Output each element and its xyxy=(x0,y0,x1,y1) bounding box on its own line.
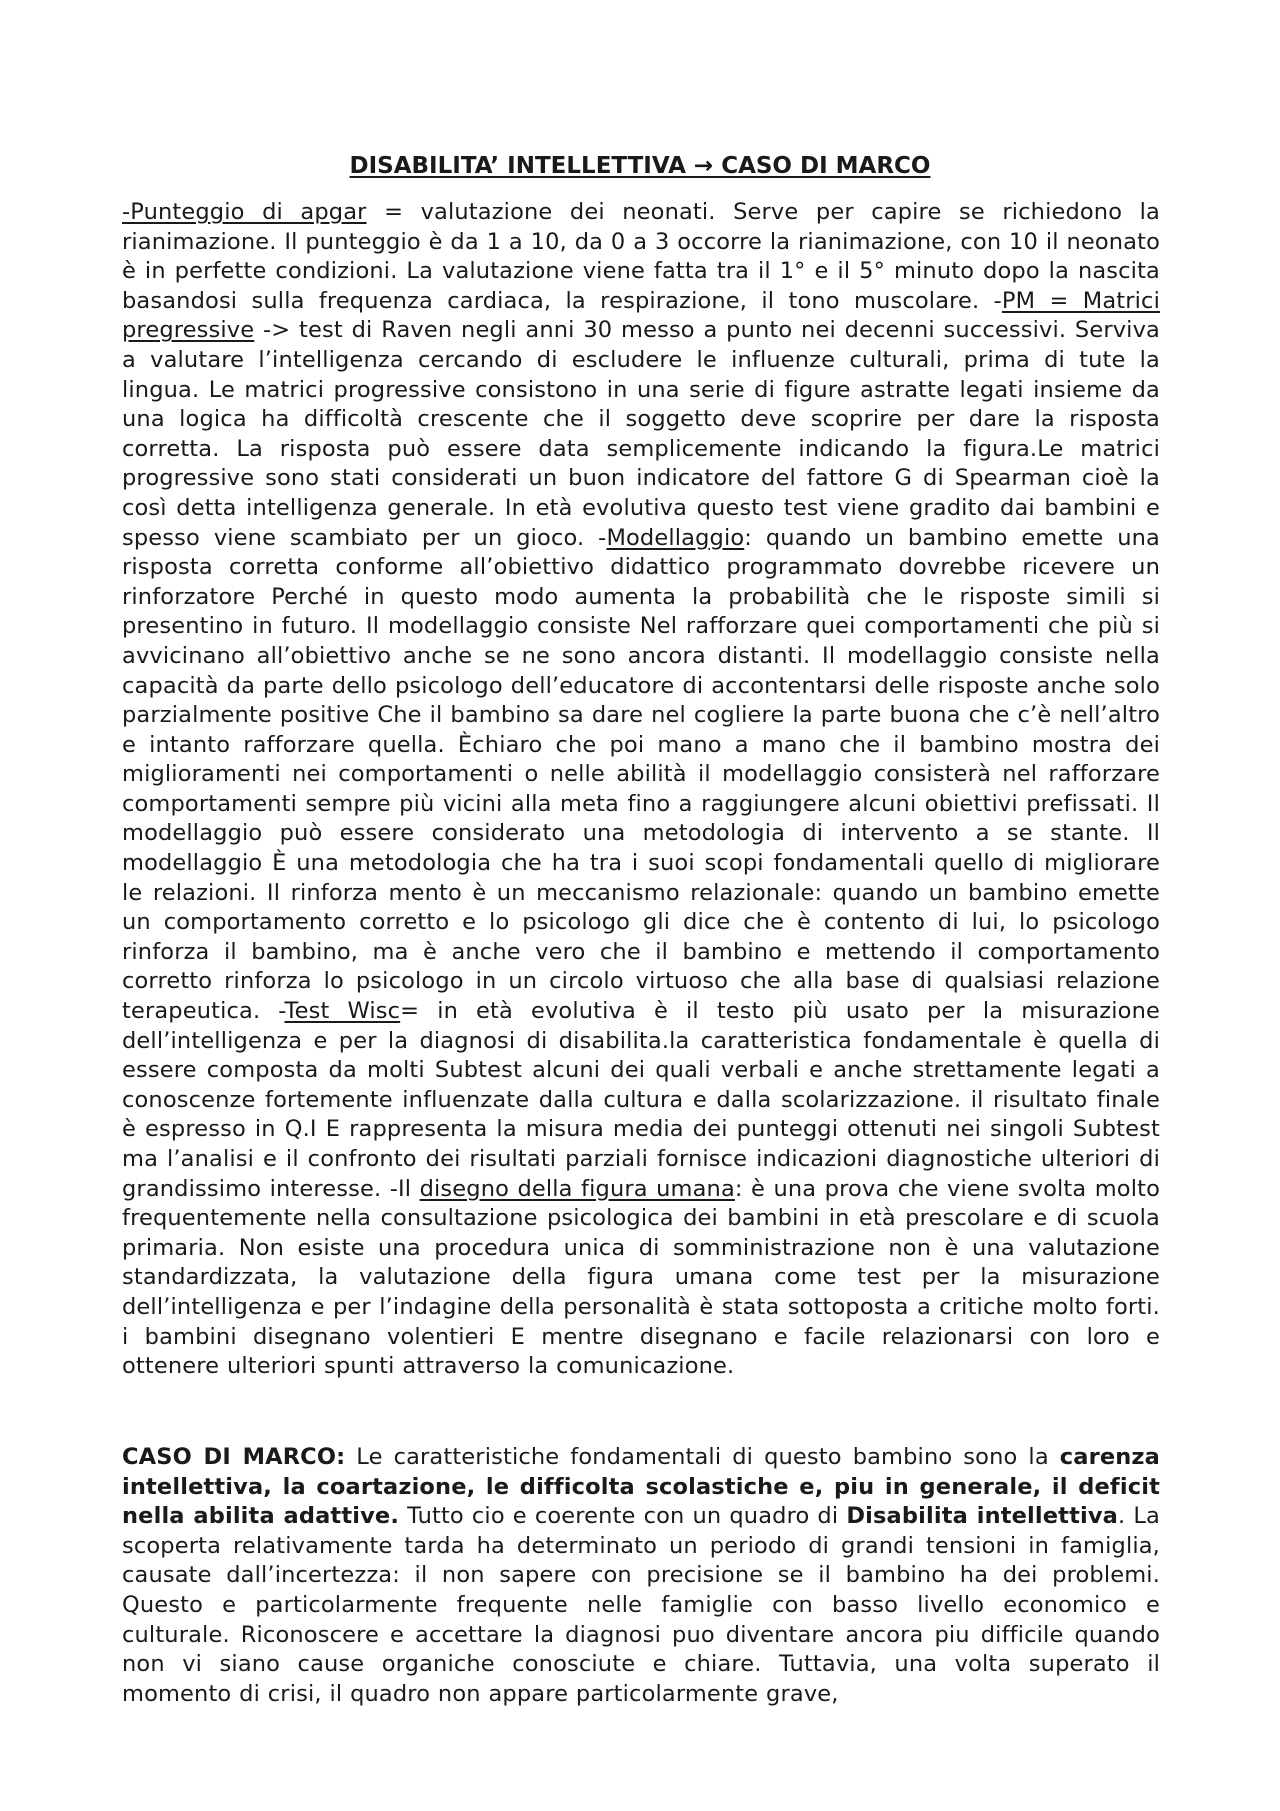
text-segment: = in età evolutiva è il testo più usato per la misurazione dell’intelligenza e per la diagnosi di disabilita.la caratteristica fondamentale è quella di essere composta da molti Subtest alcuni dei quali verbali e anche strettamente legati a conoscenze fortemente influenzate dalla cultura e dalla scolarizzazione. il risultato finale è espresso in Q.I E rappresenta la misura media dei punteggi ottenuti nei singoli Subtest ma l’analisi e il confronto dei risultati parziali fornisce indicazioni diagnostiche ulteriori di grandissimo interesse. -Il xyxy=(122,998,1160,1202)
term-test-wisc: Test Wisc xyxy=(284,998,401,1025)
term-apgar: -Punteggio di apgar xyxy=(122,199,367,225)
text-segment: : è una prova che viene svolta molto frequentemente nella consultazione psicologica dei bambini in età prescolare e di scuola primaria. Non esiste una procedura unica di somministrazione non è una valutazione standardizzata, la valutazione della figura umana come test per la misurazione dell’intelligenza e per l’indagine della personalità è stata sottoposta a critiche molto forti. i bambini disegnano volentieri E mentre disegnano e facile relazionarsi con loro e ottenere ulteriori spunti attraverso la comunicazione. xyxy=(122,1175,1160,1380)
term-pm: PM = Matrici pregressive xyxy=(122,287,1160,344)
text-segment: : quando un bambino emette una risposta corretta conforme all’obiettivo didattico programmato dovrebbe ricevere un rinforzatore Perché in questo modo aumenta la probabilità che le risposte simili si presentino in futuro. Il modellaggio consiste Nel rafforzare quei comportamenti che più si avvicinano all’obiettivo anche se ne sono ancora distanti. Il modellaggio consiste nella capacità da parte dello psicologo dell’educatore di accontentarsi delle risposte anche solo parzialmente positive Che il bambino sa dare nel cogliere la parte buona che c’è nell’altro e intanto rafforzare quella. Èchiaro che poi mano a mano che il bambino mostra dei miglioramenti nei comportamenti o nelle abilità il modellaggio consisterà nel rafforzare comportamenti sempre più vicini alla meta fino a raggiungere alcuni obiettivi prefissati. Il modellaggio può essere considerato una metodologia di intervento a se stante. Il modellaggio È una metodologia che ha tra i suoi scopi fondamentali quello di migliorare le relazioni. Il rinforza mento è un meccanismo relazionale: quando un bambino emette un comportamento corretto e lo psicologo gli dice che è contento di lui, lo psicologo rinforza il bambino, ma è anche vero che il bambino e mettendo il comportamento corretto rinforza lo psicologo in un circolo virtuoso che alla base di qualsiasi relazione terapeutica. - xyxy=(122,524,1160,1025)
page-title: DISABILITA’ INTELLETTIVA → CASO DI MARCO xyxy=(349,153,931,179)
bold-characteristics: carenza intellettiva, la coartazione, le difficolta scolastiche e, piu in generale, il deficit nella abilita adattive. xyxy=(122,1444,1161,1530)
paragraph-caso-marco xyxy=(122,1443,1160,1709)
text-segment: = valutazione dei neonati. Serve per capire se richiedono la rianimazione. Il punteggio è da 1 a 10, da 0 a 3 occorre la rianimazione, con 10 il neonato è in perfette condizioni. La valutazione viene fatta tra il 1° e il 5° minuto dopo la nascita basandosi sulla frequenza cardiaca, la respirazione, il tono muscolare. - xyxy=(122,199,1160,314)
term-disegno-figura-umana: disegno della figura umana xyxy=(419,1175,735,1202)
heading-caso-marco: CASO DI MARCO: xyxy=(122,1444,346,1470)
text-segment: . La scoperta relativamente tarda ha determinato un periodo di grandi tensioni in famiglia, causate dall’incertezza: il non sapere con precisione se il bambino ha dei problemi. Questo e particolarmente frequente nelle famiglie con basso livello economico e culturale. Riconoscere e accettare la diagnosi puo diventare ancora piu difficile quando non vi siano cause organiche conosciute e chiare. Tuttavia, una volta superato il momento di crisi, il quadro non appare particolarmente grave, xyxy=(122,1503,1160,1707)
paragraph-tests xyxy=(122,198,1160,1382)
text-segment: -> test di Raven negli anni 30 messo a punto nei decenni successivi. Serviva a valutare l’intelligenza cercando di escludere le influenze culturali, prima di tute la lingua. Le matrici progressive consistono in una serie di figure astratte legati insieme da una logica ha difficoltà crescente che il soggetto deve scoprire per dare la risposta corretta. La risposta può essere data semplicemente indicando la figura.Le matrici progressive sono stati considerati un buon indicatore del fattore G di Spearman cioè la così detta intelligenza generale. In età evolutiva questo test viene gradito dai bambini e spesso viene scambiato per un gioco. - xyxy=(122,317,1160,551)
bold-diagnosis: Disabilita intellettiva xyxy=(846,1503,1119,1530)
text-segment: Le caratteristiche fondamentali di questo bambino sono la xyxy=(345,1444,1060,1470)
text-segment: Tutto cio e coerente con un quadro di xyxy=(399,1503,847,1530)
term-modellaggio: Modellaggio xyxy=(606,524,745,551)
